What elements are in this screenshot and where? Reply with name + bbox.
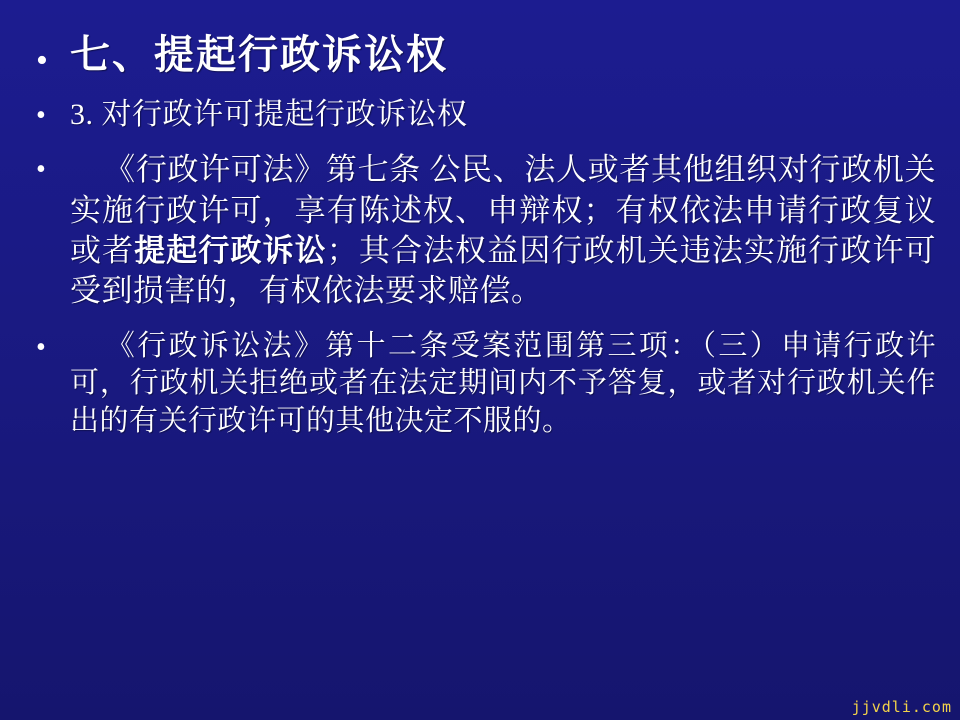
paragraph-body: 《行政诉讼法》第十二条受案范围第三项：（三）申请行政许可，行政机关拒绝或者在法定期间内不予答复，或者对行政机关作出的有关行政许可的其他决定不服的。 xyxy=(70,329,936,437)
paragraph-emphasis: 提起行政诉讼 xyxy=(134,232,327,268)
bullet-icon: • xyxy=(36,154,46,186)
bullet-icon: • xyxy=(36,42,48,79)
slide-content xyxy=(36,30,936,441)
page-title: 七、提起行政诉讼权 xyxy=(70,32,448,78)
bullet-icon: • xyxy=(36,100,46,131)
paragraph-law-permit-article-7 xyxy=(36,150,936,311)
paragraph-text-indented xyxy=(70,328,936,441)
paragraph-law-litigation-article-12 xyxy=(36,328,936,441)
bullet-icon: • xyxy=(36,331,46,363)
slide-title-row xyxy=(36,30,936,80)
paragraph-text-rich xyxy=(70,150,936,311)
watermark: jjvdli.com xyxy=(851,698,952,716)
paragraph-lead: 《行政许可法》第七条 公民、法人或者其他组织对行政机关实施行政许可，享有陈述权、申辩权；有权依法申请行政复议或者 xyxy=(70,152,936,268)
paragraph-item-3 xyxy=(36,96,936,134)
paragraph-tail: ；其合法权益因行政机关违法实施行政许可受到损害的，有权依法要求赔偿。 xyxy=(70,232,937,309)
paragraph-text: 3. 对行政许可提起行政诉讼权 xyxy=(70,98,468,131)
